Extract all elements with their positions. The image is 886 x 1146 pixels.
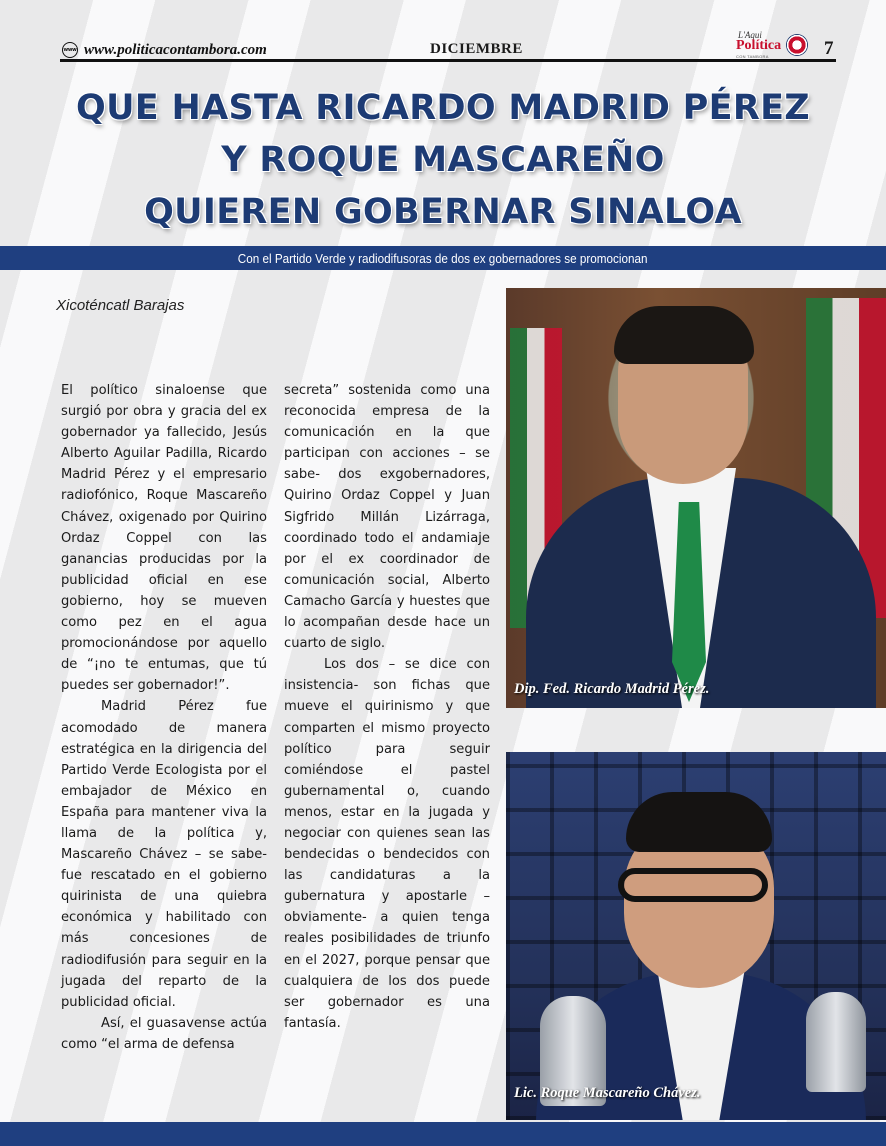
photo-caption: Lic. Roque Mascareño Chávez. xyxy=(514,1084,701,1101)
headline xyxy=(0,82,886,238)
photo-caption: Dip. Fed. Ricardo Madrid Pérez. xyxy=(514,680,710,697)
headline-line: QUIEREN GOBERNAR SINALOA xyxy=(144,192,742,232)
paragraph: secreta” sostenida como una reconocida empresa de la comunicación en la que participan con acciones – se sabe- dos exgobernadores, Quirino Ordaz Coppel y Juan Sigfrido Millán Lizárraga, coordinado todo el andamiaje por el ex coordinador de comunicación social, Alberto Camacho García y huestes que lo acompañan desde hace un cuarto de siglo. xyxy=(284,383,490,652)
microphone-right-icon xyxy=(806,992,866,1092)
logo-tagline: CON TAMBORA xyxy=(736,54,769,59)
paragraph: Madrid Pérez fue acomodado de manera estratégica en la dirigencia del Partido Verde Ecologista por el embajador de México en España para mantener viva la llama de la política y, Mascareño Chávez – se sabe- fue rescatado en el gobierno quirinista de una quiebra económica y habilitado con más concesiones de radiodifusión para seguir en la jugada del reparto de la publicidad oficial. xyxy=(61,699,267,1010)
footer-band xyxy=(0,1122,886,1146)
header-rule xyxy=(60,59,836,62)
article-column-2 xyxy=(284,380,490,1034)
photo-roque-mascareno xyxy=(506,752,886,1120)
hair-shape xyxy=(626,792,772,852)
globe-icon: www xyxy=(62,42,78,58)
paragraph: Así, el guasavense actúa como “el arma de defensa xyxy=(61,1015,267,1052)
logo-small-text: L'Aqui xyxy=(738,30,762,40)
headline-line: QUE HASTA RICARDO MADRID PÉREZ xyxy=(76,88,810,128)
header-month: DICIEMBRE xyxy=(430,41,523,57)
headline-line: Y ROQUE MASCAREÑO xyxy=(221,140,665,180)
header-url[interactable] xyxy=(62,40,267,60)
hair-shape xyxy=(614,306,754,364)
logo-main-text: Política xyxy=(736,38,782,53)
photo-ricardo-madrid xyxy=(506,288,886,708)
paragraph: Los dos – se dice con insistencia- son fichas que mueve el quirinismo y que comparten el mismo proyecto político para seguir comiéndose el pastel gubernamental o, cuando menos, estar en la jugada y negociar con quienes sean las bendecidas o bendecidos con las candidaturas a la gubernatura y apostarle –obviamente- a quien tenga reales posibilidades de triunfo en el 2027, porque pensar que cualquiera de los dos puede ser gobernador es una fantasía. xyxy=(284,657,490,1031)
article-column-1 xyxy=(61,380,267,1055)
header-url-text: www.politicacontambora.com xyxy=(84,41,267,58)
subheadline: Con el Partido Verde y radiodifusoras de dos ex gobernadores se promocionan xyxy=(238,250,648,266)
publication-logo xyxy=(736,30,812,58)
paragraph: El político sinaloense que surgió por obra y gracia del ex gobernador ya fallecido, Jesús Alberto Aguilar Padilla, Ricardo Madrid Pérez y el empresario radiofónico, Roque Mascareño Chávez, oxigenado por Quirino Ordaz Coppel con las ganancias producidas por la publicidad oficial en ese gobierno, hoy se mueven como pez en el agua promocionándose por aquello de “¡no te entumas, que tú puedes ser gobernador!”. xyxy=(61,383,267,694)
logo-seal-icon xyxy=(786,34,808,56)
page-number: 7 xyxy=(824,38,834,59)
subheadline-band xyxy=(0,246,886,270)
glasses-icon xyxy=(618,868,768,902)
byline: Xicoténcatl Barajas xyxy=(56,297,185,314)
